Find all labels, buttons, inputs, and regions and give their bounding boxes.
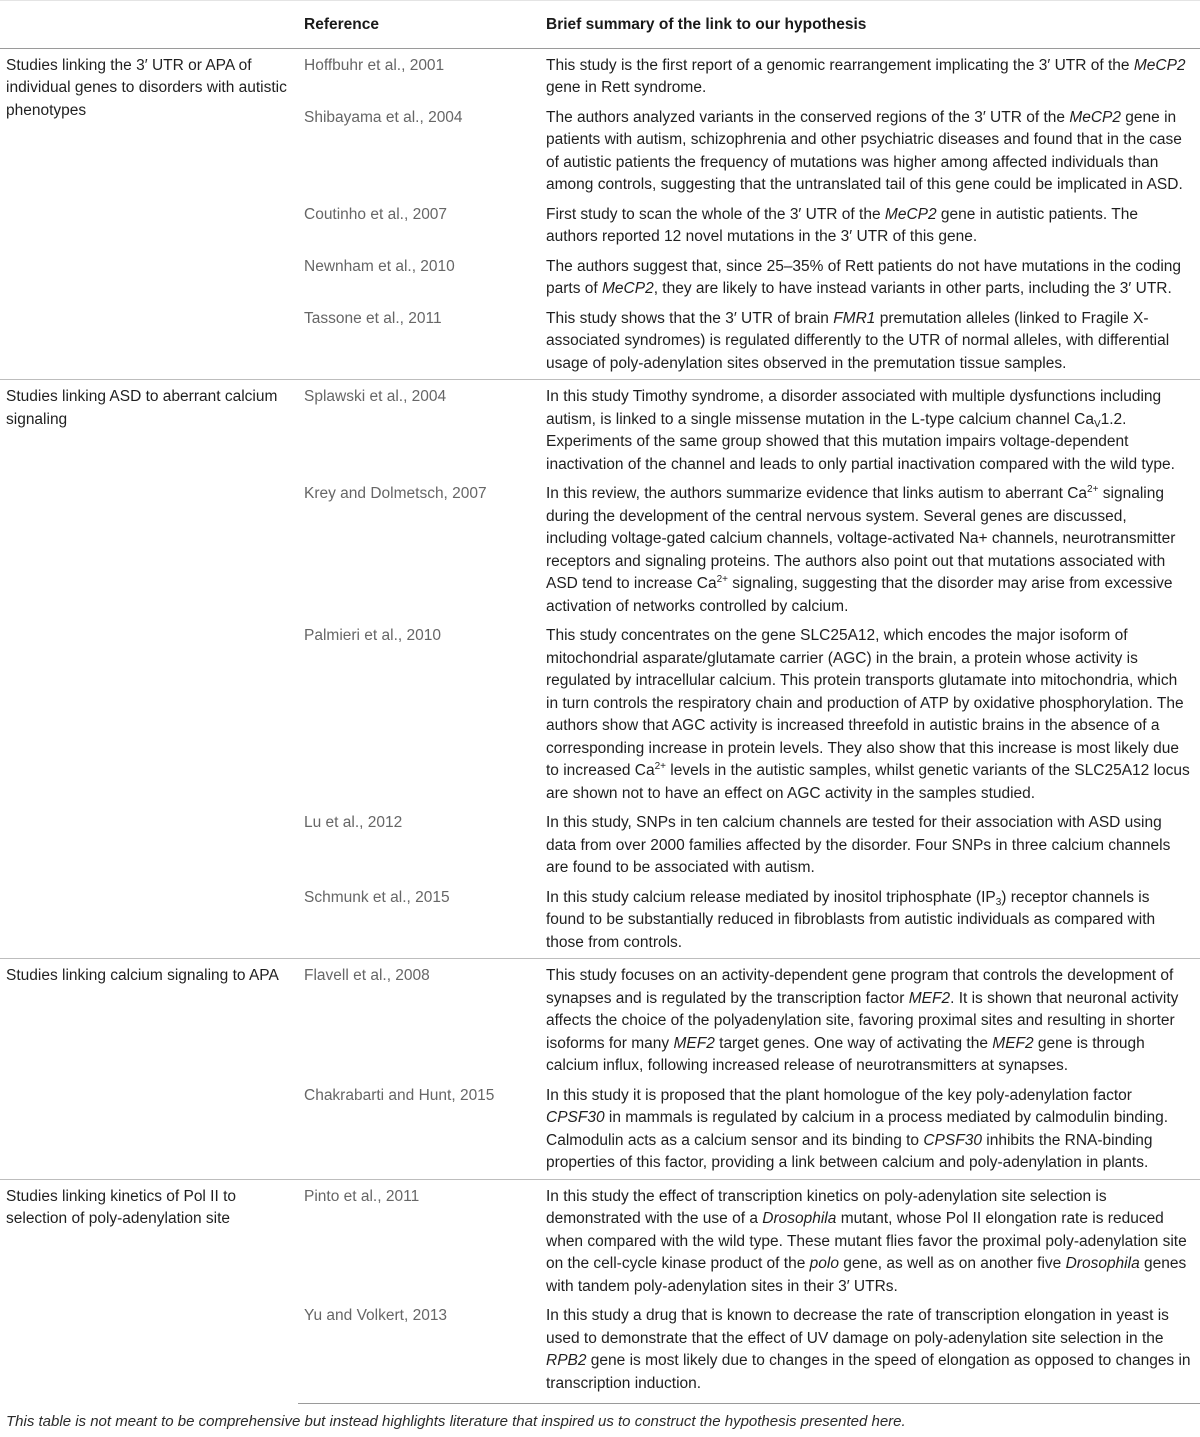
header-summary: Brief summary of the link to our hypothesis xyxy=(540,1,1200,49)
table-row xyxy=(0,959,1200,1082)
table-header xyxy=(0,1,1200,49)
summary-cell: In this study calcium release mediated by inositol triphosphate $(IP_3)$ receptor channels is found to be substantially reduced in fibroblasts from autistic individuals as compared with those from controls. xyxy=(546,888,1156,951)
reference-cell: Pinto et al., 2011 xyxy=(298,1179,540,1302)
summary-cell: First study to scan the whole of the 3′ UTR of the MeCP2 gene in autistic patients. The authors reported 12 novel mutations in the 3′ UTR of this gene. xyxy=(546,205,1138,245)
summary-cell: This study focuses on an activity-dependent gene program that controls the development of synapses and is regulated by the transcription factor MEF2. It is shown that neuronal activity affects the choice of the polyadenylation site, favoring proximal sites and resulting in shorter isoforms for many MEF2 target genes. One way of activating the MEF2 gene is through calcium influx, following increased release of neurotransmitters at synapses. xyxy=(540,959,1200,1082)
header-row xyxy=(0,1,1200,49)
summary-cell: The authors analyzed variants in the conserved regions of the 3′ UTR of the MeCP2 gene in patients with autism, schizophrenia and other psychiatric diseases and found that in the case of autistic patients the frequency of mutations was higher among affected individuals than among controls, suggesting that the untranslated tail of this gene could be implicated in ASD. xyxy=(546,108,1183,193)
group-category: Studies linking calcium signaling to APA xyxy=(0,959,298,1180)
reference-cell: Shibayama et al., 2004 xyxy=(304,108,463,126)
reference-cell: Yu and Volkert, 2013 xyxy=(298,1302,540,1404)
reference-cell: Flavell et al., 2008 xyxy=(298,959,540,1082)
reference-cell: Coutinho et al., 2007 xyxy=(304,205,448,223)
summary-cell: The authors suggest that, since 25–35% of Rett patients do not have mutations in the coding parts of MeCP2, they are likely to have instead variants in other parts, including the 3′ UTR. xyxy=(546,257,1182,297)
summary-cell: In this study it is proposed that the plant homologue of the key poly-adenylation factor CPSF30 in mammals is regulated by calcium in a process mediated by calmodulin binding. Calmodulin acts as a calcium sensor and its binding to CPSF30 inhibits the RNA-binding properties of this factor, providing a link between calcium and poly-adenylation in plants. xyxy=(546,1086,1169,1171)
summary-cell: This study shows that the 3′ UTR of brain FMR1 premutation alleles (linked to Fragile X-associated syndromes) is regulated differently to the UTR of normal alleles, with differential usage of poly-adenylation sites observed in the premutation tissue samples. xyxy=(546,309,1170,372)
group-category: Studies linking kinetics of Pol II to selection of poly-adenylation site xyxy=(0,1179,298,1404)
gene-name: MEF2 xyxy=(992,1034,1034,1052)
summary-cell: In this review, the authors summarize evidence that links autism to aberrant $Ca^{2+}$ signaling during the development of the central nervous system. Several genes are discussed, including voltage-gated calcium channels, voltage-activated Na+ channels, neurotransmitter receptors and signaling proteins. The authors also point out that mutations associated with ASD tend to increase $Ca^{2+}$ signaling, suggesting that the disorder may arise from excessive activation of networks controlled by calcium. xyxy=(546,484,1176,615)
gene-name: MeCP2 xyxy=(602,280,654,297)
group-category: Studies linking ASD to aberrant calcium signaling xyxy=(0,380,298,959)
reference-cell: Palmieri et al., 2010 xyxy=(304,627,441,644)
reference-cell: Krey and Dolmetsch, 2007 xyxy=(304,485,487,502)
table-footnote: This table is not meant to be comprehensive but instead highlights literature that inspired us to construct the hypothesis presented here. xyxy=(6,1413,906,1430)
reference-cell: Lu et al., 2012 xyxy=(304,814,403,831)
gene-name: CPSF30 xyxy=(546,1109,605,1126)
reference-cell: Schmunk et al., 2015 xyxy=(304,888,450,906)
reference-cell: Splawski et al., 2004 xyxy=(298,380,540,481)
gene-name: RPB2 xyxy=(546,1352,587,1369)
species-name: Drosophila xyxy=(762,1210,837,1227)
reference-cell: Newnham et al., 2010 xyxy=(304,257,455,275)
summary-cell: In this study, SNPs in ten calcium channels are tested for their association with ASD using data from over 2000 families affected by the disorder. Four SNPs in three calcium channels are found to be associated with autism. xyxy=(546,814,1171,876)
species-name: Drosophila xyxy=(1065,1255,1140,1272)
summary-cell: This study concentrates on the gene SLC25A12, which encodes the major isoform of mitochondrial asparate/glutamate carrier (AGC) in the brain, a protein whose activity is regulated by intracellular calcium. This protein transports glutamate into mitochondria, which in turn controls the respiratory chain and production of ATP by oxidative phosphorylation. The authors show that AGC activity is increased threefold in autistic brains in the absence of a corresponding increase in protein levels. They also show that this increase is most likely due to increased $Ca^{2+}$ levels in the autistic samples, whilst genetic variants of the SLC25A12 locus are shown not to have an effect on AGC activity in the samples studied. xyxy=(546,627,1190,802)
group-category: Studies linking the 3′ UTR or APA of individual genes to disorders with autistic phenotypes xyxy=(6,56,287,119)
table-row xyxy=(0,48,1200,104)
gene-name: FMR1 xyxy=(833,309,876,327)
gene-name: MeCP2 xyxy=(1069,108,1121,126)
gene-name: CPSF30 xyxy=(923,1131,982,1149)
summary-cell: This study is the first report of a genomic rearrangement implicating the 3′ UTR of the MeCP2 gene in Rett syndrome. xyxy=(546,56,1186,96)
gene-name: polo xyxy=(809,1255,839,1272)
reference-cell: Hoffbuhr et al., 2001 xyxy=(304,56,445,74)
summary-cell: In this study the effect of transcription kinetics on poly-adenylation site selection is demonstrated with the use of a Drosophila mutant, whose Pol II elongation rate is reduced when compared with the wild type. These mutant flies favor the proximal poly-adenylation site on the cell-cycle kinase product of the polo gene, as well as on another five Drosophila genes with tandem poly-adenylation sites in their 3′ UTRs. xyxy=(540,1179,1200,1302)
summary-cell: In this study Timothy syndrome, a disorder associated with multiple dysfunctions including autism, is linked to a single missense mutation in the L-type calcium channel $Ca_V1.2$. Experiments of the same group showed that this mutation impairs voltage-dependent inactivation of the channel and leads to only partial inactivation compared with the wild type. xyxy=(540,380,1200,481)
gene-name: MEF2 xyxy=(673,1034,715,1052)
gene-name: MeCP2 xyxy=(884,205,937,223)
summary-cell: In this study a drug that is known to decrease the rate of transcription elongation in yeast is used to demonstrate that the effect of UV damage on poly-adenylation site selection in the RPB2 gene is most likely due to changes in the speed of elongation as opposed to changes in transcription induction. xyxy=(540,1302,1200,1404)
header-reference: Reference xyxy=(298,1,540,49)
table-row xyxy=(0,380,1200,481)
gene-name: MeCP2 xyxy=(1133,56,1186,74)
gene-name: MEF2 xyxy=(908,989,951,1007)
reference-cell: Tassone et al., 2011 xyxy=(304,309,442,327)
header-category xyxy=(0,1,298,49)
reference-cell: Chakrabarti and Hunt, 2015 xyxy=(304,1086,495,1104)
table-row xyxy=(0,1179,1200,1302)
